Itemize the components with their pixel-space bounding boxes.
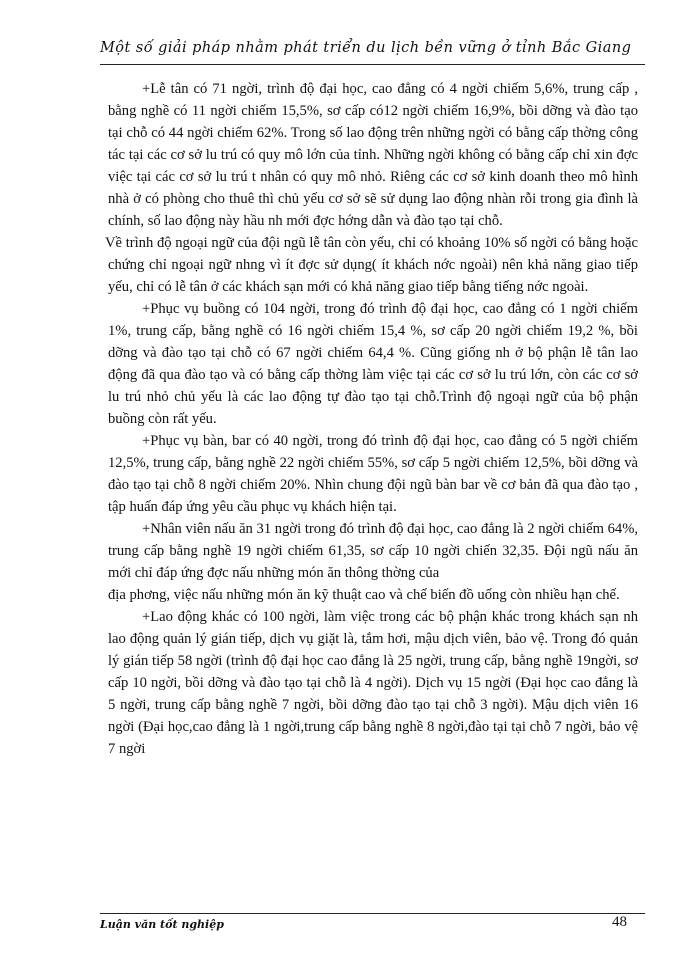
document-body <box>105 78 638 760</box>
page-header-title: Một số giải pháp nhằm phát triển du lịch bền vững ở tỉnh Bắc Giang <box>100 40 632 56</box>
header-divider <box>100 64 645 65</box>
paragraph-le-tan: +Lễ tân có 71 ngời, trình độ đại học, cao đẳng có 4 ngời chiếm 5,6%, trung cấp , bằng nghề có 11 ngời chiếm 15,5%, sơ cấp có12 ngời chiếm 16,9%, bồi dỡng và đào tạo tại chỗ có 44 ngời chiếm 62%. Trong số lao động trên những ngời có bằng cấp thờng công tác tại các cơ sở lu trú có quy mô lớn của tỉnh. Những ngời không có bằng cấp chỉ xin đợc việc tại các cơ sở lu trú t nhân có quy mô nhỏ. Riêng các cơ sở kinh doanh theo mô hình nhà ở có phòng cho thuê thì chủ yếu cơ sở sẽ sử dụng lao động nhàn rỗi trong gia đình là chính, số lao động này hầu nh mới đợc hớng dẫn và đào tạo tại chỗ. <box>108 81 638 229</box>
paragraph-phuc-vu-ban-bar: +Phục vụ bàn, bar có 40 ngời, trong đó trình độ đại học, cao đẳng có 5 ngời chiếm 12,5%, trung cấp, bằng nghề 22 ngời chiếm 55%, sơ cấp 5 ngời chiếm 12,5%, bồi dỡng và đào tạo tại chỗ 8 ngời chiếm 20%. Nhìn chung đội ngũ bàn bar về cơ bản đã qua đào tạo , tập huấn đáp ứng yêu cầu phục vụ khách hiện tại. <box>108 433 638 515</box>
footer-thesis-label: Luận văn tốt nghiệp <box>100 918 224 931</box>
paragraph-ngoai-ngu: Về trình độ ngoại ngữ của đội ngũ lễ tân còn yếu, chỉ có khoảng 10% số ngời có bằng hoặc chứng chỉ ngoại ngữ nhng vì ít đợc sử dụng( ít khách nớc ngoài) nên khả năng giao tiếp yếu, chỉ có lễ tân ở các khách sạn mới có khả năng giao tiếp bằng tiếng nớc ngoài. <box>105 235 638 295</box>
footer-divider <box>100 913 645 914</box>
page-number: 48 <box>612 914 627 930</box>
paragraph-phuc-vu-buong: +Phục vụ buồng có 104 ngời, trong đó trình độ đại học, cao đẳng có 1 ngời chiếm 1%, trung cấp, bằng nghề có 16 ngời chiếm 15,4 %, sơ cấp 20 ngời chiếm 19,2 %, bồi dỡng và đào tạo tại chỗ có 67 ngời chiếm 64,4 %. Cũng giống nh ở bộ phận lễ tân lao động đã qua đào tạo và có bằng cấp thờng làm việc tại các cơ sở lu trú lớn, còn các cơ sở lu trú nhỏ chủ yếu là các lao động tự đào tạo tại chỗ.Trình độ ngoại ngữ của bộ phận buồng còn rất yếu. <box>108 301 638 427</box>
paragraph-nau-an-continued: địa phơng, việc nấu những món ăn kỹ thuật cao và chế biến đồ uống còn nhiều hạn chế. <box>108 587 620 603</box>
paragraph-lao-dong-khac: +Lao động khác có 100 ngời, làm việc trong các bộ phận khác trong khách sạn nh lao động quản lý gián tiếp, dịch vụ giặt là, tắm hơi, mậu dịch viên, bảo vệ. Trong đó quản lý gián tiếp 58 ngời (trình độ đại học cao đẳng là 25 ngời, trung cấp, bằng nghề 19ngời, sơ cấp 10 ngời, bồi dỡng và đào tạo tại chỗ là 4 ngời). Dịch vụ 15 ngời (Đại học cao đẳng là 5 ngời, trung cấp bằng nghề 7 ngời, bồi dỡng đào tạo tại chỗ 3 ngời). Mậu dịch viên 16 ngời (Đại học,cao đẳng là 1 ngời,trung cấp bằng nghề 8 ngời,đào tại tại chỗ 7 ngời, bảo vệ 7 ngời <box>108 609 638 757</box>
paragraph-nau-an: +Nhân viên nấu ăn 31 ngời trong đó trình độ đại học, cao đẳng là 2 ngời chiếm 64%, trung cấp bằng nghề 19 ngời chiếm 61,35, sơ cấp 10 ngời chiến 32,35. Đội ngũ nấu ăn mới chỉ đáp ứng đợc nấu những món ăn thông thờng của <box>108 521 638 581</box>
